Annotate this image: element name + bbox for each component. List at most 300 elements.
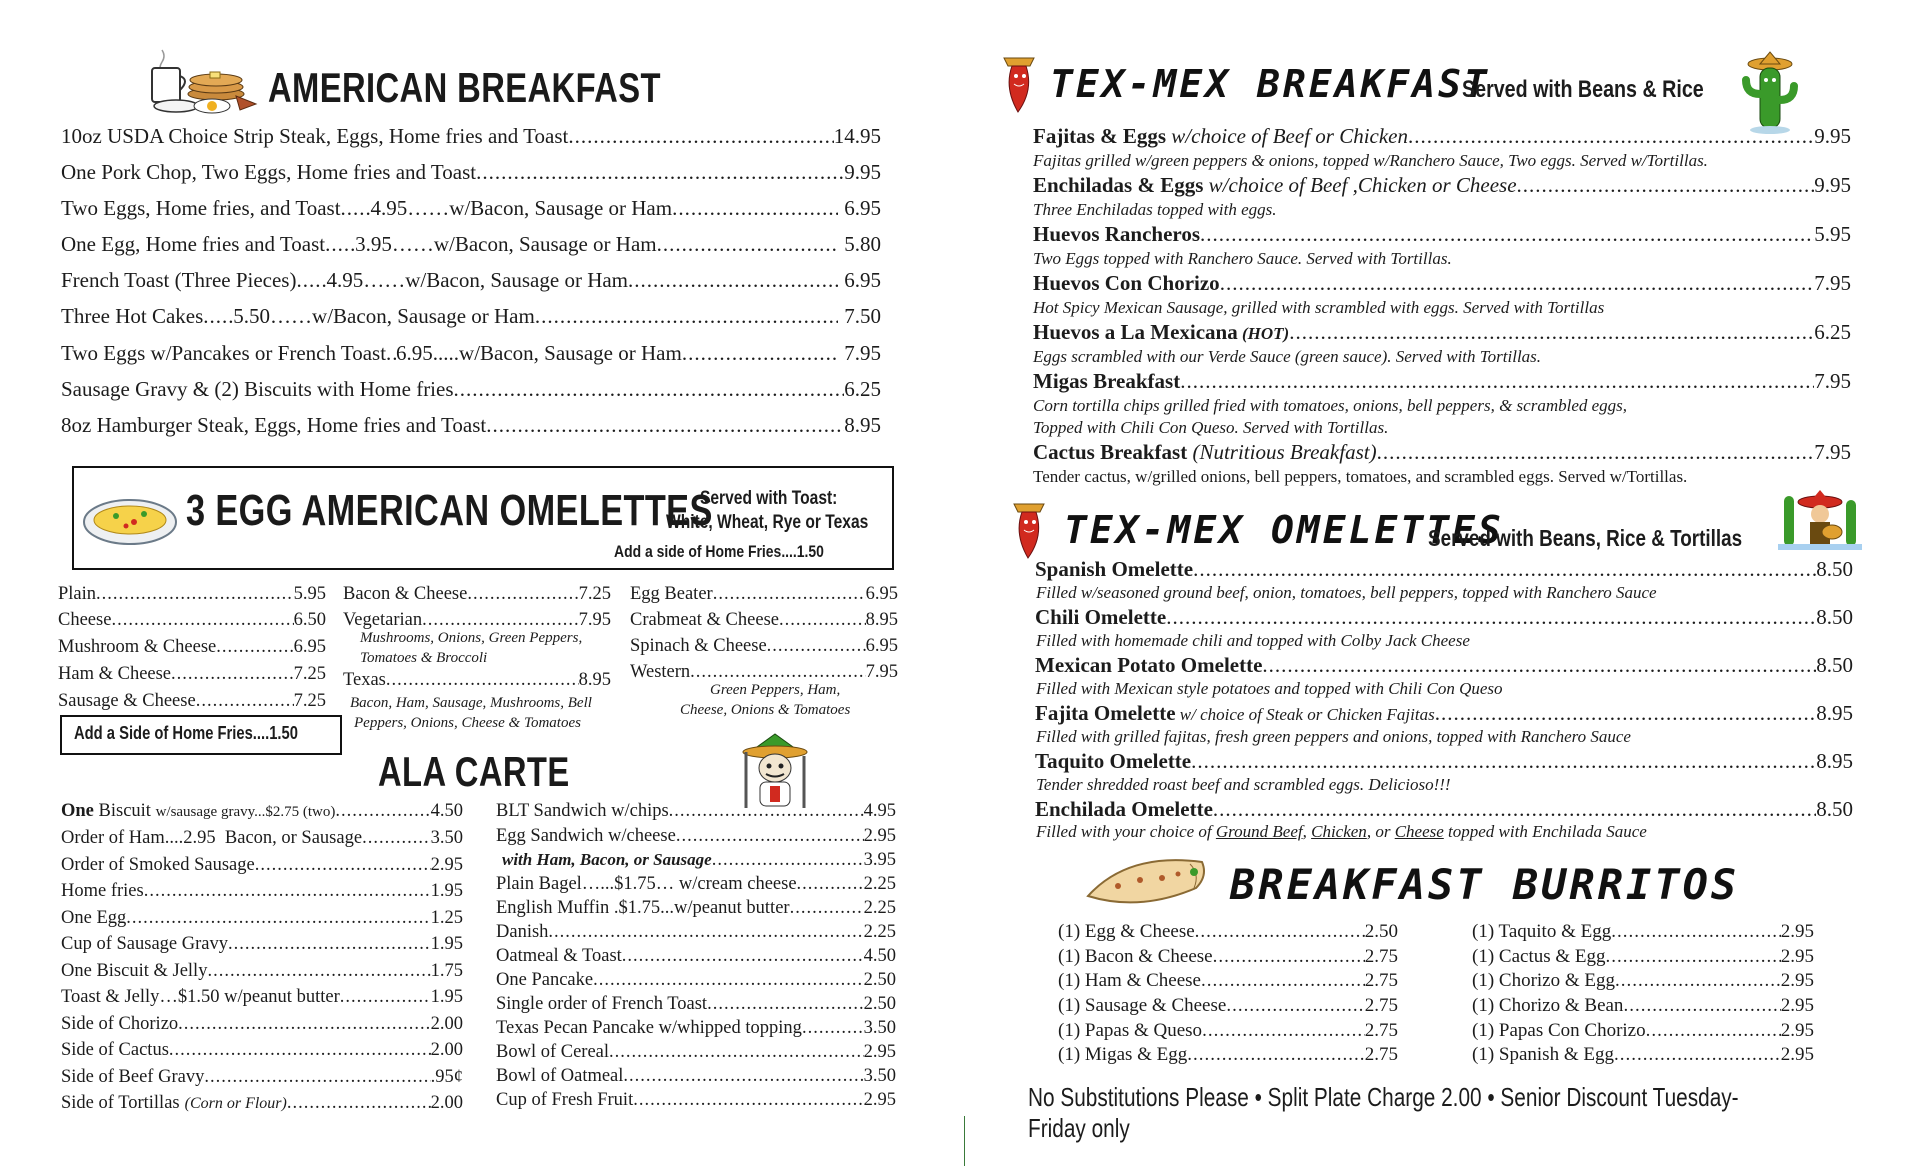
enchilada-omelette-note (1036, 822, 1647, 842)
leader-dots (1195, 921, 1365, 943)
item-label: Two Eggs, Home fries, and Toast (61, 196, 341, 220)
texmex-item (1033, 124, 1851, 149)
item-description: Tender cactus, w/grilled onions, bell peppers, tomatoes, and scrambled eggs. Served w/Tortillas. (1033, 467, 1688, 486)
ala-carte-item (496, 946, 896, 967)
item-label: Bowl of Cereal (496, 1042, 610, 1062)
item-label: Oatmeal & Toast (496, 946, 622, 966)
item-price: 3.50 (863, 1066, 896, 1086)
leader-dots (779, 610, 866, 631)
american-item (61, 268, 881, 293)
item-price: 2.95 (1780, 1044, 1814, 1065)
item-label: One Pork Chop, Two Eggs, Home fries and Toast (61, 160, 477, 184)
omelette-item (630, 584, 898, 605)
item-label: Two Eggs w/Pancakes or French Toast (61, 341, 387, 365)
leader-dots (797, 874, 864, 895)
leader-dots (1213, 946, 1365, 968)
item-price: 7.95 (844, 341, 881, 365)
omelette-item-texas (343, 670, 611, 691)
leader-dots (593, 970, 864, 991)
item-label: (1) Sausage & Cheese (1058, 995, 1227, 1016)
item-label: English Muffin .$1.75...w/peanut butter (496, 898, 790, 918)
western-note-2: Cheese, Onions & Tomatoes (680, 702, 851, 718)
item-label: (1) Chorizo & Bean (1472, 995, 1624, 1016)
item-name: Cactus Breakfast (1033, 440, 1188, 464)
item-price: 2.25 (863, 874, 896, 894)
item-price: 5.95 (1814, 222, 1851, 246)
item-price: 2.75 (1364, 1020, 1398, 1041)
item-price: 3.95 (863, 850, 896, 870)
leader-dots (362, 828, 431, 849)
item-label: (1) Cactus & Egg (1472, 946, 1606, 967)
item-label: (1) Papas Con Chorizo (1472, 1020, 1646, 1041)
item-price: 4.50 (863, 946, 896, 966)
item-label: 10oz USDA Choice Strip Steak, Eggs, Home fries and Toast (61, 124, 569, 148)
burrito-icon (1078, 850, 1214, 912)
item-mid: 3.95……w/Bacon, Sausage or Ham (355, 232, 657, 256)
item-price: 7.95 (1814, 369, 1851, 393)
item-price: 2.00 (430, 1040, 463, 1060)
leader-dots (1193, 557, 1816, 582)
item-label: (1) Spanish & Egg (1472, 1044, 1614, 1065)
item-price: 1.75 (430, 961, 463, 981)
leader-dots (1201, 970, 1365, 992)
ala-carte-item (496, 850, 896, 871)
leader-dots (712, 850, 864, 871)
item-label: (1) Ham & Cheese (1058, 970, 1201, 991)
chef-mascot-icon (738, 722, 812, 812)
leader-dots (255, 855, 431, 876)
item-description: Filled w/seasoned ground beef, onion, tomatoes, bell peppers, topped with Ranchero Sauce (1036, 583, 1657, 602)
texmex-omelette-item (1035, 701, 1853, 726)
enchilada-note-u3: Cheese (1394, 822, 1444, 841)
burrito-item (1058, 970, 1398, 992)
ala-carte-item (61, 1067, 463, 1088)
ala-carte-item (61, 961, 463, 982)
item-mid: 4.95……w/Bacon, Sausage or Ham (370, 196, 673, 220)
item-price: 2.95 (1780, 921, 1814, 942)
texmex-item (1033, 440, 1851, 465)
item-price: 2.75 (1364, 946, 1398, 967)
item-price: 7.50 (844, 304, 881, 328)
leader-dots (790, 898, 864, 919)
item-label: Egg Beater (630, 584, 713, 604)
item-price: 2.25 (863, 922, 896, 942)
item-price: 2.50 (1364, 921, 1398, 942)
item-price: 2.95 (1780, 970, 1814, 991)
texmex-omelette-item (1035, 797, 1853, 822)
item-label: French Toast (Three Pieces) (61, 268, 297, 292)
item-label: Order of Ham....2.95 Bacon, or Sausage (61, 828, 363, 848)
item-price: 2.95 (863, 1042, 896, 1062)
item-price: 2.95 (863, 1090, 896, 1110)
item-price: 3.50 (430, 828, 463, 848)
page-divider (964, 1116, 965, 1166)
omelette-item (630, 662, 898, 683)
leader-dots (203, 304, 233, 329)
item-price: 7.25 (293, 691, 326, 711)
item-price: 6.95 (844, 196, 881, 220)
item-price: 2.95 (1780, 946, 1814, 967)
item-price: 7.25 (578, 584, 611, 604)
item-name: Fajitas & Eggs (1033, 124, 1166, 148)
item-description: Hot Spicy Mexican Sausage, grilled with scrambled with eggs. Served with Tortillas (1033, 298, 1605, 317)
item-extra: (HOT) (1237, 324, 1290, 343)
item-price: 9.95 (1814, 173, 1851, 197)
item-price: 6.95 (844, 268, 881, 292)
item-price: 1.25 (430, 908, 463, 928)
leader-dots (1377, 440, 1815, 465)
item-italic: (Corn or Flour) (184, 1095, 287, 1112)
leader-dots (287, 1093, 431, 1114)
item-price: 7.25 (293, 664, 326, 684)
item-price: 6.25 (1814, 320, 1851, 344)
item-label: (1) Egg & Cheese (1058, 921, 1195, 942)
american-item (61, 304, 881, 329)
leader-dots (1202, 1020, 1365, 1042)
item-label: Three Hot Cakes (61, 304, 204, 328)
item-price: 2.00 (430, 1093, 463, 1113)
item-label: Plain Bagel…...$1.75… w/cream cheese (496, 874, 797, 894)
leader-dots (669, 801, 864, 822)
texas-note-1: Bacon, Ham, Sausage, Mushrooms, Bell (350, 695, 592, 711)
leader-dots (609, 1042, 864, 1063)
leader-dots (1289, 320, 1814, 345)
item-label: Texas (343, 670, 386, 690)
ala-carte-title: ALA CARTE (378, 748, 570, 795)
enchilada-note-a: Filled with your choice of (1036, 822, 1216, 841)
item-label: Biscuit (93, 801, 156, 821)
item-label: Sausage & Cheese (58, 691, 196, 711)
ala-carte-item (496, 898, 896, 919)
burrito-item (1058, 1044, 1398, 1066)
item-price: 6.95 (865, 636, 898, 656)
footer-note: No Substitutions Please • Split Plate Charge 2.00 • Senior Discount Tuesday-Friday only (1028, 1082, 1739, 1143)
ala-carte-item (496, 970, 896, 991)
item-label: One Egg (61, 908, 127, 928)
leader-dots (1191, 749, 1816, 774)
texmex-omelettes-title: TEX-MEX OMELETTES (1064, 508, 1504, 552)
item-description: Fajitas grilled w/green peppers & onions, topped w/Ranchero Sauce, Two eggs. Served w/Tortillas. (1033, 151, 1708, 170)
item-price: 8.95 (1816, 701, 1853, 725)
burrito-item (1058, 946, 1398, 968)
mariachi-cactus-icon (1778, 486, 1862, 550)
leader-dots (335, 801, 430, 822)
ala-carte-item (61, 828, 463, 849)
omelette-item (58, 637, 326, 658)
item-label: One Biscuit & Jelly (61, 961, 208, 981)
leader-dots (802, 1018, 864, 1039)
item-price: 2.95 (863, 826, 896, 846)
leader-dots (568, 124, 833, 149)
item-label: Side of Tortillas (61, 1093, 180, 1113)
texmex-omelettes-subtitle: Served with Beans, Rice & Tortillas (1428, 525, 1743, 551)
ala-carte-item (496, 826, 896, 847)
item-price: 6.25 (844, 377, 881, 401)
item-price: 3.50 (863, 1018, 896, 1038)
ala-carte-item (496, 1018, 896, 1039)
omelette-item (58, 610, 326, 631)
leader-dots (169, 1040, 431, 1061)
texmex-omelette-item (1035, 749, 1853, 774)
omelette-item (58, 584, 326, 605)
omelette-served-2: White, Wheat, Rye or Texas (666, 512, 869, 533)
texmex-item (1033, 320, 1851, 345)
leader-dots (657, 232, 839, 257)
burrito-item (1472, 1020, 1814, 1042)
leader-dots (682, 341, 838, 366)
item-price: 1.95 (430, 881, 463, 901)
item-label: Side of Beef Gravy (61, 1067, 205, 1087)
item-price: 8.95 (1816, 749, 1853, 773)
item-label: Danish (496, 922, 549, 942)
item-price: 1.95 (430, 987, 463, 1007)
ala-carte-item (61, 987, 463, 1008)
item-description: Eggs scrambled with our Verde Sauce (green sauce). Served with Tortillas. (1033, 347, 1542, 366)
leader-dots (1213, 797, 1816, 822)
item-name: Mexican Potato Omelette (1035, 653, 1263, 677)
item-description: Corn tortilla chips grilled fried with tomatoes, onions, bell peppers, & scrambled eggs, (1033, 396, 1628, 415)
item-label: Bowl of Oatmeal (496, 1066, 624, 1086)
leader-dots (767, 636, 866, 657)
leader-dots (1408, 124, 1814, 149)
american-item (61, 377, 881, 402)
leader-dots (1614, 1044, 1781, 1066)
item-price: 2.00 (430, 1014, 463, 1034)
item-extra: (Nutritious Breakfast) (1187, 440, 1377, 464)
item-label: (1) Migas & Egg (1058, 1044, 1188, 1065)
leader-dots (1220, 271, 1815, 296)
item-price: 8.95 (844, 413, 881, 437)
vegetarian-note-2: Tomatoes & Broccoli (360, 650, 488, 666)
item-small: w/sausage gravy...$2.75 (two) (155, 804, 336, 820)
item-extra: w/choice of Beef ,Chicken or Cheese (1203, 173, 1517, 197)
leader-dots (228, 934, 431, 955)
omelette-item (58, 664, 326, 685)
item-label: Egg Sandwich w/cheese (496, 826, 676, 846)
leader-dots (1180, 369, 1814, 394)
burritos-title: BREAKFAST BURRITOS (1230, 860, 1740, 909)
texmex-omelette-item (1035, 653, 1853, 678)
item-price: 6.50 (293, 610, 326, 630)
item-label: Texas Pecan Pancake w/whipped topping (496, 1018, 802, 1038)
item-price: 2.75 (1364, 1044, 1398, 1065)
ala-carte-item (496, 922, 896, 943)
item-mid: 5.50……w/Bacon, Sausage or Ham (233, 304, 535, 328)
item-price: .95¢ (430, 1067, 463, 1087)
leader-dots (340, 987, 431, 1008)
western-note-1: Green Peppers, Ham, (710, 682, 841, 698)
item-price: 7.95 (1814, 271, 1851, 295)
burrito-item (1472, 946, 1814, 968)
texmex-omelette-item (1035, 605, 1853, 630)
item-name: Migas Breakfast (1033, 369, 1181, 393)
item-label: Western (630, 662, 691, 682)
item-price: 7.95 (1814, 440, 1851, 464)
texas-note-2: Peppers, Onions, Cheese & Tomatoes (354, 715, 581, 731)
item-name: Fajita Omelette (1035, 701, 1176, 725)
enchilada-note-u2: Chicken (1311, 822, 1367, 841)
item-price: 2.50 (863, 994, 896, 1014)
leader-dots (486, 413, 844, 438)
coffee-pancake-icon (148, 44, 260, 116)
item-price: 8.50 (1816, 653, 1853, 677)
item-name: Huevos Con Chorizo (1033, 271, 1220, 295)
leader-dots (216, 637, 293, 658)
ala-carte-item (496, 994, 896, 1015)
leader-dots (707, 994, 864, 1015)
item-label: Cup of Fresh Fruit (496, 1090, 634, 1110)
ala-carte-item (61, 934, 463, 955)
leader-dots (623, 1066, 863, 1087)
leader-dots (672, 196, 838, 221)
item-price: 4.50 (430, 801, 463, 821)
item-label: Home fries (61, 881, 144, 901)
leader-dots (1226, 995, 1364, 1017)
item-price: 2.50 (863, 970, 896, 990)
burrito-item (1058, 1020, 1398, 1042)
burrito-item (1058, 995, 1398, 1017)
leader-dots (171, 664, 294, 685)
item-price: 8.50 (1816, 605, 1853, 629)
enchilada-note-c1: , (1302, 822, 1312, 841)
item-label: Sausage Gravy & (2) Biscuits with Home fries (61, 377, 454, 401)
leader-dots (144, 881, 431, 902)
texmex-title: TEX-MEX BREAKFAST (1050, 62, 1490, 106)
item-label: One Pancake (496, 970, 594, 990)
chili-pepper-icon-2 (1004, 496, 1056, 562)
leader-dots (633, 1090, 863, 1111)
item-label: Toast & Jelly…$1.50 w/peanut butter (61, 987, 340, 1007)
item-name: Chili Omelette (1035, 605, 1167, 629)
item-price: 5.80 (844, 232, 881, 256)
omelette-item (343, 610, 611, 631)
item-label: Crabmeat & Cheese (630, 610, 779, 630)
item-extra: w/ choice of Steak or Chicken Fajitas (1175, 705, 1435, 724)
item-label: (1) Bacon & Cheese (1058, 946, 1213, 967)
leader-dots (1435, 701, 1817, 726)
item-label: Order of Smoked Sausage (61, 855, 255, 875)
ala-carte-item (61, 1040, 463, 1061)
omelette-item (630, 610, 898, 631)
item-label: (1) Chorizo & Egg (1472, 970, 1616, 991)
item-label: Plain (58, 584, 97, 604)
vegetarian-note-1: Mushrooms, Onions, Green Peppers, (360, 630, 583, 646)
item-name: Huevos a La Mexicana (1033, 320, 1238, 344)
item-label: Side of Chorizo (61, 1014, 179, 1034)
leader-dots (1200, 222, 1814, 247)
item-label: Side of Cactus (61, 1040, 169, 1060)
american-item (61, 341, 881, 366)
omelette-served-1: Served with Toast: (700, 488, 838, 509)
american-item (61, 413, 881, 438)
omelette-title: 3 EGG AMERICAN OMELETTES (186, 486, 713, 535)
item-label: One Egg, Home fries and Toast (61, 232, 326, 256)
leader-dots (476, 160, 844, 185)
leader-dots (111, 610, 293, 631)
ala-carte-item (496, 1042, 896, 1063)
item-price: 9.95 (844, 160, 881, 184)
item-description: Filled with grilled fajitas, fresh green peppers and onions, topped with Ranchero Sauce (1036, 727, 1631, 746)
ala-carte-item (61, 908, 463, 929)
item-price: 1.95 (430, 934, 463, 954)
item-name: Taquito Omelette (1035, 749, 1192, 773)
omelette-item (630, 636, 898, 657)
leader-dots (1611, 921, 1781, 943)
leader-dots (325, 232, 355, 257)
item-price: 8.50 (1816, 797, 1853, 821)
item-bold: One (61, 801, 94, 821)
item-price: 2.25 (863, 898, 896, 918)
item-description: Filled with homemade chili and topped with Colby Jack Cheese (1036, 631, 1470, 650)
item-label: Bacon & Cheese (343, 584, 468, 604)
leader-dots (454, 377, 845, 402)
omelette-plate-icon (82, 486, 178, 548)
enchilada-note-u1: Ground Beef (1215, 822, 1303, 841)
burrito-item (1472, 1044, 1814, 1066)
leader-dots (1262, 653, 1816, 678)
item-description: Three Enchiladas topped with eggs. (1033, 200, 1277, 219)
leader-dots (628, 268, 838, 293)
home-fries-box-label: Add a Side of Home Fries....1.50 (74, 723, 298, 743)
item-price: 14.95 (833, 124, 881, 148)
leader-dots (535, 304, 838, 329)
enchilada-note-c2: , or (1366, 822, 1395, 841)
enchilada-note-b: topped with Enchilada Sauce (1443, 822, 1647, 841)
leader-dots (1615, 970, 1781, 992)
item-label: Spinach & Cheese (630, 636, 767, 656)
leader-dots (1623, 995, 1780, 1017)
american-item (61, 196, 881, 221)
item-price: 8.95 (578, 670, 611, 690)
leader-dots (207, 961, 430, 982)
item-label: Vegetarian (343, 610, 423, 630)
leader-dots (676, 826, 864, 847)
item-label: (1) Taquito & Egg (1472, 921, 1612, 942)
texmex-item (1033, 222, 1851, 247)
leader-dots (1517, 173, 1815, 198)
leader-dots (422, 610, 579, 631)
item-price: 9.95 (1814, 124, 1851, 148)
leader-dots (178, 1014, 430, 1035)
leader-dots (1187, 1044, 1364, 1066)
item-name: Huevos Rancheros (1033, 222, 1201, 246)
item-label: Ham & Cheese (58, 664, 172, 684)
leader-dots (1166, 605, 1816, 630)
item-label: Cheese (58, 610, 112, 630)
item-extra: w/choice of Beef or Chicken (1166, 124, 1409, 148)
item-price: 2.95 (1780, 1020, 1814, 1041)
burrito-item (1472, 921, 1814, 943)
item-label: Cup of Sausage Gravy (61, 934, 228, 954)
american-item (61, 232, 881, 257)
leader-dots (126, 908, 430, 929)
item-description-2: Topped with Chili Con Queso. Served with Tortillas. (1033, 418, 1389, 437)
burrito-item (1058, 921, 1398, 943)
item-name: Enchilada Omelette (1035, 797, 1213, 821)
ala-carte-item (61, 801, 463, 822)
item-price: 8.50 (1816, 557, 1853, 581)
leader-dots (341, 196, 371, 221)
ala-carte-item (496, 874, 896, 895)
burrito-item (1472, 995, 1814, 1017)
item-description: Two Eggs topped with Ranchero Sauce. Served with Tortillas. (1033, 249, 1452, 268)
item-name: Spanish Omelette (1035, 557, 1194, 581)
leader-dots (1646, 1020, 1781, 1042)
item-price: 2.75 (1364, 970, 1398, 991)
leader-dots (96, 584, 294, 605)
texmex-item (1033, 271, 1851, 296)
item-label: BLT Sandwich w/chips (496, 801, 669, 821)
